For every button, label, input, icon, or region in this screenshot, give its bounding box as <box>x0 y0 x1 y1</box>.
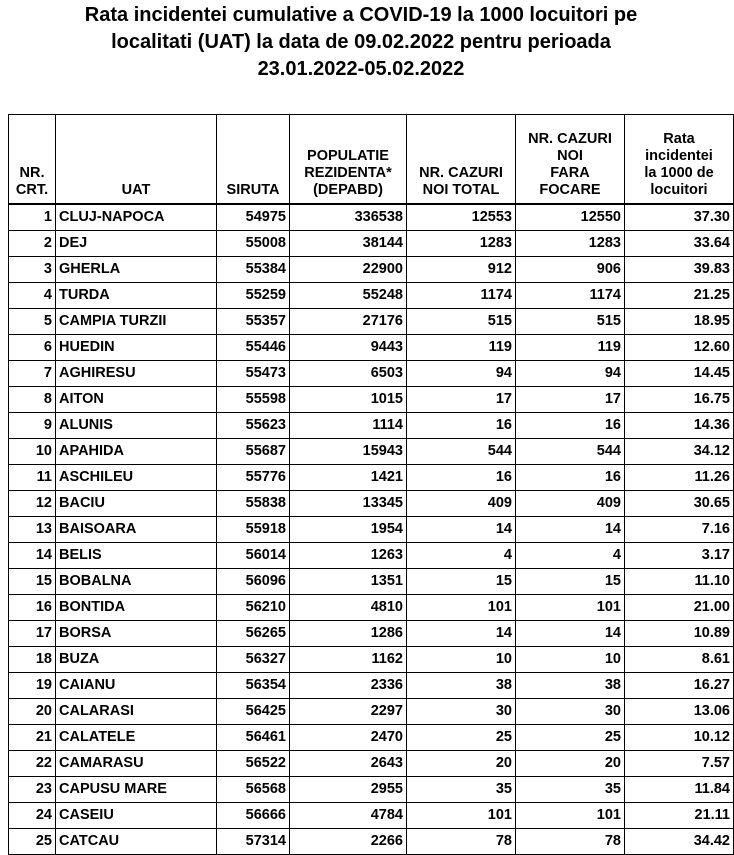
cell-nr-crt: 13 <box>9 517 56 543</box>
cell-cazuri-total: 35 <box>407 777 516 803</box>
cell-rata-incidentei: 16.27 <box>625 673 734 699</box>
cell-siruta: 54975 <box>217 204 290 231</box>
cell-cazuri-fara-focare: 544 <box>516 439 625 465</box>
table-row <box>9 361 734 387</box>
cell-populatie: 1114 <box>290 413 407 439</box>
cell-cazuri-total: 544 <box>407 439 516 465</box>
cell-cazuri-fara-focare: 1174 <box>516 283 625 309</box>
cell-uat: HUEDIN <box>56 335 217 361</box>
cell-siruta: 55838 <box>217 491 290 517</box>
table-row <box>9 829 734 855</box>
cell-nr-crt: 6 <box>9 335 56 361</box>
cell-uat: CASEIU <box>56 803 217 829</box>
cell-nr-crt: 19 <box>9 673 56 699</box>
cell-rata-incidentei: 34.12 <box>625 439 734 465</box>
cell-siruta: 56265 <box>217 621 290 647</box>
cell-populatie: 2955 <box>290 777 407 803</box>
cell-populatie: 1421 <box>290 465 407 491</box>
cell-populatie: 2266 <box>290 829 407 855</box>
cell-uat: GHERLA <box>56 257 217 283</box>
cell-rata-incidentei: 21.00 <box>625 595 734 621</box>
cell-siruta: 55446 <box>217 335 290 361</box>
cell-nr-crt: 14 <box>9 543 56 569</box>
cell-nr-crt: 24 <box>9 803 56 829</box>
cell-rata-incidentei: 11.10 <box>625 569 734 595</box>
cell-siruta: 55623 <box>217 413 290 439</box>
cell-nr-crt: 11 <box>9 465 56 491</box>
cell-cazuri-fara-focare: 101 <box>516 595 625 621</box>
cell-uat: DEJ <box>56 231 217 257</box>
cell-nr-crt: 4 <box>9 283 56 309</box>
cell-cazuri-fara-focare: 119 <box>516 335 625 361</box>
cell-cazuri-fara-focare: 17 <box>516 387 625 413</box>
cell-cazuri-fara-focare: 94 <box>516 361 625 387</box>
table-row <box>9 673 734 699</box>
cell-uat: BUZA <box>56 647 217 673</box>
cell-cazuri-total: 14 <box>407 517 516 543</box>
cell-uat: CAMARASU <box>56 751 217 777</box>
cell-siruta: 55687 <box>217 439 290 465</box>
cell-uat: BACIU <box>56 491 217 517</box>
cell-rata-incidentei: 37.30 <box>625 204 734 231</box>
cell-rata-incidentei: 11.26 <box>625 465 734 491</box>
cell-populatie: 15943 <box>290 439 407 465</box>
cell-populatie: 6503 <box>290 361 407 387</box>
cell-populatie: 1286 <box>290 621 407 647</box>
title-line-1: Rata incidentei cumulative a COVID-19 la 1000 locuitori pe <box>84 4 638 26</box>
cell-cazuri-fara-focare: 16 <box>516 465 625 491</box>
table-row <box>9 699 734 725</box>
cell-uat: CAIANU <box>56 673 217 699</box>
cell-populatie: 27176 <box>290 309 407 335</box>
table-row <box>9 543 734 569</box>
cell-rata-incidentei: 14.45 <box>625 361 734 387</box>
cell-cazuri-total: 101 <box>407 803 516 829</box>
cell-siruta: 57314 <box>217 829 290 855</box>
table-row <box>9 335 734 361</box>
cell-uat: CAMPIA TURZII <box>56 309 217 335</box>
cell-siruta: 55598 <box>217 387 290 413</box>
cell-cazuri-fara-focare: 15 <box>516 569 625 595</box>
cell-populatie: 1351 <box>290 569 407 595</box>
cell-cazuri-total: 912 <box>407 257 516 283</box>
cell-nr-crt: 12 <box>9 491 56 517</box>
cell-cazuri-total: 119 <box>407 335 516 361</box>
cell-populatie: 38144 <box>290 231 407 257</box>
cell-populatie: 13345 <box>290 491 407 517</box>
cell-nr-crt: 10 <box>9 439 56 465</box>
cell-siruta: 55918 <box>217 517 290 543</box>
cell-cazuri-total: 4 <box>407 543 516 569</box>
table-body <box>9 204 734 855</box>
cell-cazuri-total: 17 <box>407 387 516 413</box>
cell-cazuri-total: 16 <box>407 465 516 491</box>
document-title <box>0 2 722 83</box>
cell-nr-crt: 8 <box>9 387 56 413</box>
cell-siruta: 56354 <box>217 673 290 699</box>
cell-siruta: 56096 <box>217 569 290 595</box>
cell-nr-crt: 17 <box>9 621 56 647</box>
cell-cazuri-fara-focare: 30 <box>516 699 625 725</box>
cell-cazuri-total: 1283 <box>407 231 516 257</box>
cell-cazuri-fara-focare: 78 <box>516 829 625 855</box>
cell-cazuri-total: 25 <box>407 725 516 751</box>
cell-siruta: 56522 <box>217 751 290 777</box>
cell-siruta: 55259 <box>217 283 290 309</box>
cell-cazuri-fara-focare: 4 <box>516 543 625 569</box>
cell-cazuri-total: 515 <box>407 309 516 335</box>
cell-rata-incidentei: 7.57 <box>625 751 734 777</box>
cell-cazuri-fara-focare: 515 <box>516 309 625 335</box>
cell-uat: BELIS <box>56 543 217 569</box>
cell-rata-incidentei: 18.95 <box>625 309 734 335</box>
cell-siruta: 56568 <box>217 777 290 803</box>
table-row <box>9 465 734 491</box>
header-siruta: SIRUTA <box>217 115 290 205</box>
cell-cazuri-total: 94 <box>407 361 516 387</box>
cell-uat: AGHIRESU <box>56 361 217 387</box>
cell-nr-crt: 22 <box>9 751 56 777</box>
cell-uat: AITON <box>56 387 217 413</box>
cell-cazuri-total: 20 <box>407 751 516 777</box>
cell-rata-incidentei: 39.83 <box>625 257 734 283</box>
cell-populatie: 2643 <box>290 751 407 777</box>
cell-cazuri-total: 14 <box>407 621 516 647</box>
cell-siruta: 56425 <box>217 699 290 725</box>
cell-rata-incidentei: 30.65 <box>625 491 734 517</box>
cell-uat: BOBALNA <box>56 569 217 595</box>
table-row <box>9 517 734 543</box>
cell-cazuri-fara-focare: 35 <box>516 777 625 803</box>
cell-cazuri-fara-focare: 10 <box>516 647 625 673</box>
title-line-3: 23.01.2022-05.02.2022 <box>257 58 465 80</box>
cell-cazuri-fara-focare: 38 <box>516 673 625 699</box>
cell-nr-crt: 23 <box>9 777 56 803</box>
cell-siruta: 55008 <box>217 231 290 257</box>
cell-rata-incidentei: 16.75 <box>625 387 734 413</box>
header-cazuri-total: NR. CAZURI NOI TOTAL <box>407 115 516 205</box>
cell-nr-crt: 1 <box>9 204 56 231</box>
cell-siruta: 56014 <box>217 543 290 569</box>
cell-populatie: 1162 <box>290 647 407 673</box>
cell-nr-crt: 25 <box>9 829 56 855</box>
cell-cazuri-total: 15 <box>407 569 516 595</box>
cell-rata-incidentei: 10.12 <box>625 725 734 751</box>
table-row <box>9 204 734 231</box>
cell-siruta: 56327 <box>217 647 290 673</box>
table-row <box>9 309 734 335</box>
table-row <box>9 725 734 751</box>
cell-populatie: 336538 <box>290 204 407 231</box>
table-row <box>9 387 734 413</box>
table-row <box>9 777 734 803</box>
cell-nr-crt: 9 <box>9 413 56 439</box>
cell-uat: ASCHILEU <box>56 465 217 491</box>
header-uat: UAT <box>56 115 217 205</box>
cell-uat: TURDA <box>56 283 217 309</box>
cell-cazuri-fara-focare: 1283 <box>516 231 625 257</box>
table-row <box>9 751 734 777</box>
cell-cazuri-fara-focare: 101 <box>516 803 625 829</box>
cell-nr-crt: 15 <box>9 569 56 595</box>
cell-uat: CALATELE <box>56 725 217 751</box>
cell-populatie: 2470 <box>290 725 407 751</box>
table-row <box>9 283 734 309</box>
cell-rata-incidentei: 33.64 <box>625 231 734 257</box>
cell-siruta: 56210 <box>217 595 290 621</box>
cell-populatie: 1015 <box>290 387 407 413</box>
cell-cazuri-fara-focare: 20 <box>516 751 625 777</box>
cell-cazuri-fara-focare: 14 <box>516 517 625 543</box>
table-row <box>9 231 734 257</box>
table-row <box>9 257 734 283</box>
cell-uat: CATCAU <box>56 829 217 855</box>
cell-nr-crt: 18 <box>9 647 56 673</box>
table-header <box>9 115 734 205</box>
cell-rata-incidentei: 12.60 <box>625 335 734 361</box>
cell-rata-incidentei: 7.16 <box>625 517 734 543</box>
cell-populatie: 2297 <box>290 699 407 725</box>
cell-cazuri-total: 409 <box>407 491 516 517</box>
title-line-2: localitati (UAT) la data de 09.02.2022 pentru perioada <box>111 31 611 53</box>
cell-cazuri-fara-focare: 14 <box>516 621 625 647</box>
cell-rata-incidentei: 11.84 <box>625 777 734 803</box>
table-row <box>9 803 734 829</box>
cell-populatie: 1954 <box>290 517 407 543</box>
table-row <box>9 491 734 517</box>
table-row <box>9 413 734 439</box>
header-nr-crt: NR. CRT. <box>9 115 56 205</box>
cell-uat: CAPUSU MARE <box>56 777 217 803</box>
cell-cazuri-total: 1174 <box>407 283 516 309</box>
cell-nr-crt: 5 <box>9 309 56 335</box>
cell-nr-crt: 3 <box>9 257 56 283</box>
cell-cazuri-fara-focare: 906 <box>516 257 625 283</box>
cell-siruta: 56461 <box>217 725 290 751</box>
cell-cazuri-total: 101 <box>407 595 516 621</box>
header-populatie: POPULATIE REZIDENTA* (DEPABD) <box>290 115 407 205</box>
cell-siruta: 55384 <box>217 257 290 283</box>
cell-uat: BAISOARA <box>56 517 217 543</box>
cell-cazuri-fara-focare: 25 <box>516 725 625 751</box>
cell-rata-incidentei: 34.42 <box>625 829 734 855</box>
cell-siruta: 56666 <box>217 803 290 829</box>
cell-uat: CLUJ-NAPOCA <box>56 204 217 231</box>
incidence-table <box>8 114 734 855</box>
cell-populatie: 22900 <box>290 257 407 283</box>
cell-cazuri-total: 30 <box>407 699 516 725</box>
cell-uat: BONTIDA <box>56 595 217 621</box>
cell-populatie: 55248 <box>290 283 407 309</box>
cell-cazuri-fara-focare: 409 <box>516 491 625 517</box>
cell-siruta: 55776 <box>217 465 290 491</box>
cell-nr-crt: 7 <box>9 361 56 387</box>
cell-cazuri-total: 12553 <box>407 204 516 231</box>
cell-siruta: 55357 <box>217 309 290 335</box>
cell-rata-incidentei: 3.17 <box>625 543 734 569</box>
cell-rata-incidentei: 8.61 <box>625 647 734 673</box>
table-row <box>9 439 734 465</box>
cell-rata-incidentei: 21.11 <box>625 803 734 829</box>
cell-populatie: 4810 <box>290 595 407 621</box>
table-row <box>9 595 734 621</box>
cell-siruta: 55473 <box>217 361 290 387</box>
cell-populatie: 1263 <box>290 543 407 569</box>
table-row <box>9 569 734 595</box>
cell-rata-incidentei: 14.36 <box>625 413 734 439</box>
table-row <box>9 621 734 647</box>
table-row <box>9 647 734 673</box>
header-rata-incidentei: Rata incidentei la 1000 de locuitori <box>625 115 734 205</box>
cell-uat: BORSA <box>56 621 217 647</box>
cell-uat: CALARASI <box>56 699 217 725</box>
cell-populatie: 2336 <box>290 673 407 699</box>
cell-nr-crt: 21 <box>9 725 56 751</box>
cell-rata-incidentei: 13.06 <box>625 699 734 725</box>
header-row <box>9 115 734 205</box>
cell-nr-crt: 16 <box>9 595 56 621</box>
cell-populatie: 9443 <box>290 335 407 361</box>
cell-uat: ALUNIS <box>56 413 217 439</box>
cell-cazuri-fara-focare: 16 <box>516 413 625 439</box>
cell-cazuri-total: 10 <box>407 647 516 673</box>
header-cazuri-fara-focare: NR. CAZURI NOI FARA FOCARE <box>516 115 625 205</box>
cell-cazuri-fara-focare: 12550 <box>516 204 625 231</box>
cell-uat: APAHIDA <box>56 439 217 465</box>
cell-cazuri-total: 78 <box>407 829 516 855</box>
cell-cazuri-total: 16 <box>407 413 516 439</box>
cell-nr-crt: 20 <box>9 699 56 725</box>
cell-cazuri-total: 38 <box>407 673 516 699</box>
cell-rata-incidentei: 21.25 <box>625 283 734 309</box>
cell-populatie: 4784 <box>290 803 407 829</box>
cell-rata-incidentei: 10.89 <box>625 621 734 647</box>
cell-nr-crt: 2 <box>9 231 56 257</box>
